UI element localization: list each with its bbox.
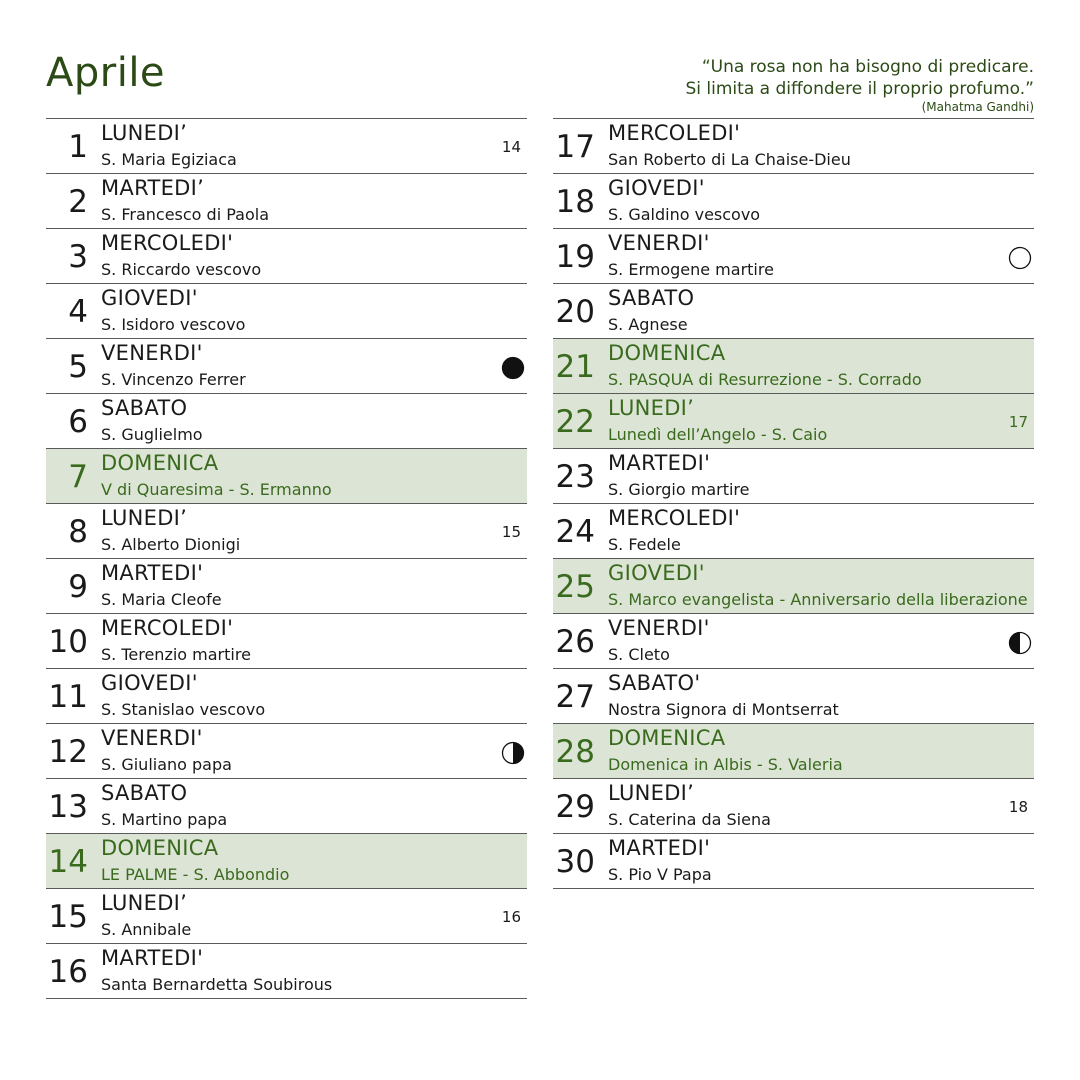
- week-number: 14: [501, 138, 521, 156]
- saint-of-the-day: S. Cleto: [608, 645, 670, 664]
- day-number: 16: [48, 954, 88, 990]
- day-row: [553, 669, 1034, 724]
- saint-of-the-day: S. Galdino vescovo: [608, 205, 761, 224]
- saint-of-the-day: S. Giorgio martire: [608, 480, 750, 499]
- day-row: [46, 614, 527, 669]
- quote-line-2: Si limita a diffondere il proprio profumo.”: [685, 79, 1034, 99]
- weekday-name: DOMENICA: [101, 451, 219, 475]
- day-number: 10: [48, 624, 88, 660]
- weekday-name: DOMENICA: [608, 341, 726, 365]
- day-number: 21: [555, 349, 595, 385]
- weekday-name: MARTEDI’: [101, 176, 205, 200]
- day-row: [553, 834, 1034, 889]
- saint-of-the-day: S. Vincenzo Ferrer: [101, 370, 246, 389]
- weekday-name: MARTEDI': [101, 561, 204, 585]
- day-number: 14: [48, 844, 88, 880]
- saint-of-the-day: S. Riccardo vescovo: [101, 260, 262, 279]
- day-number: 30: [555, 844, 595, 880]
- saint-of-the-day: S. Annibale: [101, 920, 192, 939]
- day-row: [553, 229, 1034, 284]
- day-number: 4: [68, 294, 88, 330]
- weekday-name: SABATO: [608, 286, 695, 310]
- day-number: 12: [48, 734, 88, 770]
- saint-of-the-day: S. Marco evangelista - Anniversario della liberazione: [608, 590, 1028, 609]
- day-number: 26: [555, 624, 595, 660]
- day-number: 20: [555, 294, 595, 330]
- day-number: 28: [555, 734, 595, 770]
- first-quarter-moon-icon: [501, 741, 525, 765]
- saint-of-the-day: LE PALME - S. Abbondio: [101, 865, 290, 884]
- calendar-column-right: [553, 118, 1034, 889]
- saint-of-the-day: V di Quaresima - S. Ermanno: [101, 480, 332, 499]
- last-quarter-moon-icon: [1008, 631, 1032, 655]
- day-row: [553, 724, 1034, 779]
- weekday-name: MERCOLEDI': [608, 506, 741, 530]
- saint-of-the-day: S. Stanislao vescovo: [101, 700, 266, 719]
- weekday-name: VENERDI': [608, 231, 710, 255]
- weekday-name: DOMENICA: [101, 836, 219, 860]
- day-number: 7: [68, 459, 88, 495]
- day-row: [46, 394, 527, 449]
- saint-of-the-day: S. Caterina da Siena: [608, 810, 771, 829]
- week-number: 17: [1008, 413, 1028, 431]
- day-row: [46, 779, 527, 834]
- weekday-name: LUNEDI’: [101, 506, 188, 530]
- weekday-name: MARTEDI': [608, 451, 711, 475]
- weekday-name: DOMENICA: [608, 726, 726, 750]
- day-row: [46, 449, 527, 504]
- day-row: [553, 504, 1034, 559]
- day-number: 2: [68, 184, 88, 220]
- day-row: [46, 944, 527, 999]
- day-number: 23: [555, 459, 595, 495]
- day-row: [46, 889, 527, 944]
- day-row: [46, 669, 527, 724]
- weekday-name: VENERDI': [608, 616, 710, 640]
- weekday-name: VENERDI': [101, 726, 203, 750]
- day-number: 17: [555, 129, 595, 165]
- weekday-name: MERCOLEDI': [608, 121, 741, 145]
- saint-of-the-day: S. Martino papa: [101, 810, 228, 829]
- saint-of-the-day: Domenica in Albis - S. Valeria: [608, 755, 843, 774]
- day-number: 29: [555, 789, 595, 825]
- day-row: [553, 614, 1034, 669]
- day-number: 3: [68, 239, 88, 275]
- saint-of-the-day: Nostra Signora di Montserrat: [608, 700, 839, 719]
- saint-of-the-day: S. Maria Cleofe: [101, 590, 222, 609]
- weekday-name: MERCOLEDI': [101, 616, 234, 640]
- day-row: [553, 779, 1034, 834]
- day-row: [46, 559, 527, 614]
- saint-of-the-day: S. Fedele: [608, 535, 681, 554]
- day-row: [46, 339, 527, 394]
- day-number: 27: [555, 679, 595, 715]
- saint-of-the-day: S. Isidoro vescovo: [101, 315, 246, 334]
- day-row: [553, 174, 1034, 229]
- weekday-name: MERCOLEDI': [101, 231, 234, 255]
- weekday-name: GIOVEDI': [101, 286, 198, 310]
- day-number: 11: [48, 679, 88, 715]
- day-number: 18: [555, 184, 595, 220]
- day-number: 22: [555, 404, 595, 440]
- saint-of-the-day: S. Terenzio martire: [101, 645, 251, 664]
- day-number: 25: [555, 569, 595, 605]
- saint-of-the-day: Lunedì dell’Angelo - S. Caio: [608, 425, 828, 444]
- full-moon-icon: [1008, 246, 1032, 270]
- weekday-name: GIOVEDI': [608, 561, 705, 585]
- day-row: [553, 394, 1034, 449]
- saint-of-the-day: S. Giuliano papa: [101, 755, 232, 774]
- weekday-name: VENERDI': [101, 341, 203, 365]
- quote-line-1: “Una rosa non ha bisogno di predicare.: [701, 57, 1034, 77]
- quote: [686, 56, 1035, 114]
- day-row: [46, 174, 527, 229]
- month-title: Aprile: [46, 50, 166, 96]
- day-row: [553, 339, 1034, 394]
- saint-of-the-day: S. Ermogene martire: [608, 260, 774, 279]
- day-number: 13: [48, 789, 88, 825]
- day-row: [553, 119, 1034, 174]
- day-row: [553, 284, 1034, 339]
- saint-of-the-day: S. Agnese: [608, 315, 688, 334]
- new-moon-icon: [501, 356, 525, 380]
- day-row: [46, 834, 527, 889]
- day-number: 6: [68, 404, 88, 440]
- weekday-name: MARTEDI': [101, 946, 204, 970]
- saint-of-the-day: Santa Bernardetta Soubirous: [101, 975, 333, 994]
- saint-of-the-day: S. PASQUA di Resurrezione - S. Corrado: [608, 370, 922, 389]
- saint-of-the-day: S. Pio V Papa: [608, 865, 712, 884]
- day-row: [553, 559, 1034, 614]
- saint-of-the-day: S. Guglielmo: [101, 425, 203, 444]
- week-number: 16: [501, 908, 521, 926]
- saint-of-the-day: S. Francesco di Paola: [101, 205, 269, 224]
- day-number: 9: [68, 569, 88, 605]
- day-row: [46, 284, 527, 339]
- week-number: 18: [1008, 798, 1028, 816]
- saint-of-the-day: S. Maria Egiziaca: [101, 150, 237, 169]
- weekday-name: LUNEDI’: [608, 781, 695, 805]
- day-row: [553, 449, 1034, 504]
- saint-of-the-day: San Roberto di La Chaise-Dieu: [608, 150, 851, 169]
- day-row: [46, 119, 527, 174]
- weekday-name: LUNEDI’: [101, 121, 188, 145]
- day-number: 1: [68, 129, 88, 165]
- weekday-name: SABATO: [101, 781, 188, 805]
- day-row: [46, 504, 527, 559]
- day-number: 15: [48, 899, 88, 935]
- weekday-name: GIOVEDI': [608, 176, 705, 200]
- week-number: 15: [501, 523, 521, 541]
- day-number: 19: [555, 239, 595, 275]
- weekday-name: GIOVEDI': [101, 671, 198, 695]
- weekday-name: MARTEDI': [608, 836, 711, 860]
- weekday-name: SABATO: [101, 396, 188, 420]
- calendar-column-left: [46, 118, 527, 999]
- weekday-name: LUNEDI’: [608, 396, 695, 420]
- day-number: 24: [555, 514, 595, 550]
- weekday-name: SABATO': [608, 671, 701, 695]
- day-row: [46, 724, 527, 779]
- saint-of-the-day: S. Alberto Dionigi: [101, 535, 241, 554]
- day-number: 5: [68, 349, 88, 385]
- quote-author: (Mahatma Gandhi): [921, 100, 1034, 114]
- day-row: [46, 229, 527, 284]
- weekday-name: LUNEDI’: [101, 891, 188, 915]
- day-number: 8: [68, 514, 88, 550]
